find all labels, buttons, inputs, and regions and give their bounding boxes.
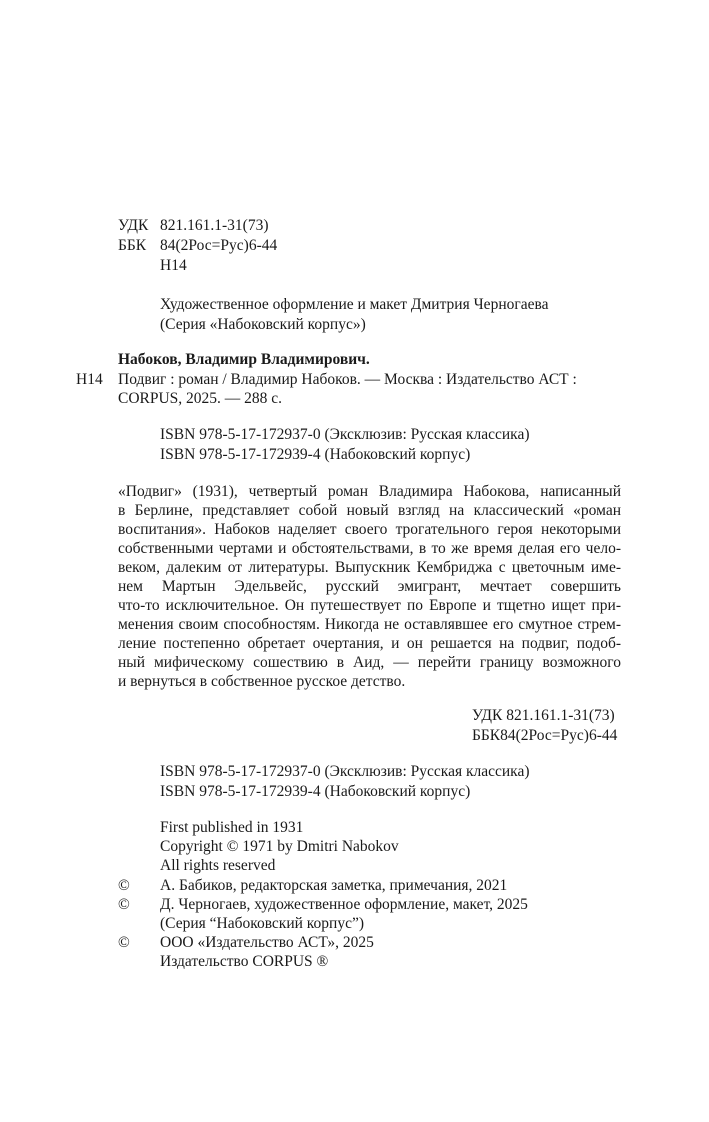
copyright-symbol: © — [118, 896, 130, 913]
classification-udk: УДК 821.161.1-31(73) — [472, 707, 615, 724]
annotation-line: собственными чертами и обстоятельствами, в то же время делая его чело- — [118, 540, 621, 557]
isbn-exclusive-bottom: ISBN 978-5-17-172937-0 (Эксклюзив: Русская классика) — [160, 763, 530, 780]
author-code: Н14 — [160, 257, 187, 274]
bib-author: Набоков, Владимир Владимирович. — [118, 351, 370, 368]
all-rights-reserved: All rights reserved — [160, 857, 276, 874]
annotation-line: нем Мартын Эдельвейс, русский эмигрант, мечтает совершить — [118, 578, 621, 595]
copyright-chernogaev: Д. Черногаев, художественное оформление, макет, 2025 — [160, 896, 528, 913]
annotation-line: что-то исключительное. Он путешествует по Европе и тщетно ищет при- — [118, 597, 621, 614]
annotation-line: «Подвиг» (1931), четвертый роман Владимира Набокова, написанный — [118, 483, 621, 500]
annotation-line: ный мифическому сошествию в Аид, — перейти границу возможного — [118, 654, 621, 671]
copyright-babikov: А. Бабиков, редакторская заметка, примечания, 2021 — [160, 877, 508, 894]
copyright-symbol: © — [118, 877, 130, 894]
first-published: First published in 1931 — [160, 819, 304, 836]
annotation-line: воспитания». Набоков наделяет своего трогательного героя некоторыми — [118, 521, 621, 538]
bib-title-line: Подвиг : роман / Владимир Набоков. — Москва : Издательство АСТ : — [118, 371, 577, 388]
udk-value: 821.161.1-31(73) — [160, 217, 269, 234]
bbk-value: 84(2Рос=Рус)6-44 — [160, 237, 278, 254]
annotation-line: и вернуться в собственное русское детство. — [118, 673, 406, 690]
annotation-line: веком, далеким от литературы. Выпускник Кембриджа с цветочным име- — [118, 559, 621, 576]
copyright-chernogaev-series: (Серия “Набоковский корпус”) — [160, 915, 365, 932]
annotation-line: в Берлине, представляет собой новый взгляд на классический «роман — [118, 502, 621, 519]
bbk-label: ББК — [118, 237, 147, 254]
annotation-line: менения своим способностям. Никогда не оставлявшее его смутное стрем- — [118, 616, 621, 633]
annotation-line: ление постепенно обретает очертания, и он решается на подвиг, подоб- — [118, 635, 621, 652]
bib-code: Н14 — [76, 371, 103, 388]
copyright-line: Copyright © 1971 by Dmitri Nabokov — [160, 838, 399, 855]
classification-bbk: ББК84(2Рос=Рус)6-44 — [472, 727, 618, 744]
isbn-corpus-bottom: ISBN 978-5-17-172939-4 (Набоковский корпус) — [160, 783, 471, 800]
copyright-corpus: Издательство CORPUS ® — [160, 953, 329, 970]
copyright-ast: ООО «Издательство АСТ», 2025 — [160, 934, 374, 951]
design-credit: Художественное оформление и макет Дмитрия Черногаева — [160, 296, 549, 313]
isbn-exclusive: ISBN 978-5-17-172937-0 (Эксклюзив: Русская классика) — [160, 426, 530, 443]
bib-publisher-line: CORPUS, 2025. — 288 с. — [118, 390, 283, 407]
isbn-corpus: ISBN 978-5-17-172939-4 (Набоковский корпус) — [160, 446, 471, 463]
udk-label: УДК — [118, 217, 149, 234]
design-series: (Серия «Набоковский корпус») — [160, 316, 366, 333]
copyright-symbol: © — [118, 934, 130, 951]
